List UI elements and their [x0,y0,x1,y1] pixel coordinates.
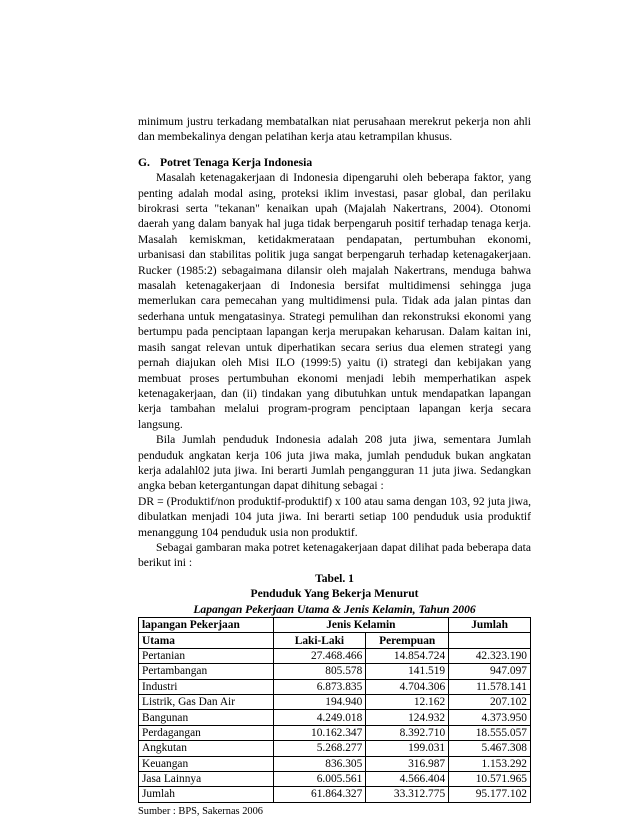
cell-male: 6.873.835 [273,679,366,694]
cell-sector: Pertambangan [139,664,274,679]
cell-male: 27.468.466 [273,648,366,663]
table-row [139,648,531,663]
cell-female: 8.392.710 [366,725,449,740]
cell-total: 4.373.950 [449,710,531,725]
header-female: Perempuan [366,633,449,648]
cell-male: 836.305 [273,756,366,771]
header-gender-group: Jenis Kelamin [273,618,449,633]
cell-male: 6.005.561 [273,771,366,786]
cell-female: 12.162 [366,694,449,709]
section-title: Potret Tenaga Kerja Indonesia [160,155,313,169]
cell-male: 805.578 [273,664,366,679]
table-subtitle-italic: Lapangan Pekerjaan Utama & Jenis Kelamin, Tahun 2006 [193,602,476,616]
cell-female: 33.312.775 [366,787,449,802]
cell-female: 14.854.724 [366,648,449,663]
cell-sector: Industri [139,679,274,694]
employment-table [138,617,531,803]
cell-total: 947.097 [449,664,531,679]
cell-male: 61.864.327 [273,787,366,802]
cell-total: 18.555.057 [449,725,531,740]
cell-total: 95.177.102 [449,787,531,802]
paragraph-masalah: Masalah ketenagakerjaan di Indonesia dipengaruhi oleh beberapa faktor, yang penting adalah modal asing, proteksi iklim investasi, pasar global, dan perilaku birokrasi serta "tekanan" kenaikan upah (Majalah Nakertrans, 2004). Otonomi daerah yang dalam banyak hal juga tidak berpengaruh positif terhadap tenaga kerja. Masalah kemiskman, ketidakmerataan pendapatan, pertumbuhan ekonomi, urbanisasi dan stabilitas politik juga sangat berpengaruh terhadap ketenagakerjaan. Rucker (1985:2) sebagaimana dilansir oleh majalah Nakertrans, menduga bahwa masalah ketenagakerjaan di Indonesia bersifat multidimensi sehingga juga memerlukan cara pemecahan yang multidimensi pula. Tidak ada jalan pintas dan sederhana untuk mengatasinya. Strategi pemulihan dan rekonstruksi ekonomi yang bertumpu pada penciptaan lapangan kerja merupakan keharusan. Dalam kaitan ini, masih sangat relevan untuk diperhatikan secara serius dua elemen strategi yang pernah diajukan oleh Misi ILO (1999:5) yaitu (i) strategi dan kebijakan yang membuat proses pertumbuhan ekonomi menjadi lebih memperhatikan aspek ketenagakerjaan, dan (ii) tindakan yang dibutuhkan untuk mendapatkan lapangan kerja tambahan melalui program-program penciptaan lapangan kerja secara langsung. [138,171,531,431]
table-row [139,710,531,725]
cell-male: 5.268.277 [273,741,366,756]
cell-male: 194.940 [273,694,366,709]
section-heading [138,155,531,170]
cell-male: 10.162.347 [273,725,366,740]
table-row [139,756,531,771]
cell-total: 1.153.292 [449,756,531,771]
cell-female: 141.519 [366,664,449,679]
document-page [138,114,531,819]
table-row [139,679,531,694]
table-row [139,664,531,679]
table-source: Sumber : BPS, Sakernas 2006 [138,805,263,817]
cell-female: 316.987 [366,756,449,771]
table-title: Tabel. 1 [315,571,354,585]
table-row [139,771,531,786]
header-total-blank [449,633,531,648]
cell-female: 124.932 [366,710,449,725]
table-row [139,694,531,709]
paragraph-gambaran: Sebagai gambaran maka potret ketenagakerjaan dapat dilihat pada beberapa data berikut ini : [138,540,531,570]
header-male: Laki-Laki [273,633,366,648]
cell-sector: Bangunan [139,710,274,725]
table-subtitle: Penduduk Yang Bekerja Menurut [250,587,419,601]
cell-total: 5.467.308 [449,741,531,756]
cell-female: 4.566.404 [366,771,449,786]
cell-sector: Listrik, Gas Dan Air [139,694,274,709]
cell-sector: Jasa Lainnya [139,771,274,786]
cell-total: 42.323.190 [449,648,531,663]
cell-male: 4.249.018 [273,710,366,725]
cell-total: 10.571.965 [449,771,531,786]
header-sector-line1: lapangan Pekerjaan [139,618,274,633]
paragraph-intro: minimum justru terkadang membatalkan niat perusahaan merekrut pekerja non ahli dan membekalinya dengan pelatihan kerja atau ketrampilan khusus. [138,115,531,144]
cell-sector: Perdagangan [139,725,274,740]
header-total: Jumlah [449,618,531,633]
cell-sector: Pertanian [139,648,274,663]
cell-sector: Angkutan [139,741,274,756]
table-row [139,741,531,756]
header-sector-line2: Utama [139,633,274,648]
section-number: G. [138,155,150,169]
table-row [139,725,531,740]
cell-sector: Keuangan [139,756,274,771]
paragraph-jumlah-penduduk: Bila Jumlah penduduk Indonesia adalah 208 juta jiwa, sementara Jumlah penduduk angkatan kerja 106 juta jiwa maka, jumlah penduduk bukan angkatan kerja adalahl02 juta jiwa. Ini berarti Jumlah pengangguran 11 juta jiwa. Sedangkan angka beban ketergantungan dapat dihitung sebagai : [138,433,531,493]
cell-female: 4.704.306 [366,679,449,694]
table-total-row [139,787,531,802]
paragraph-dependency-ratio: DR = (Produktif/non produktif-produktif) x 100 atau sama dengan 103, 92 juta jiwa, dibulatkan menjadi 104 juta jiwa. Ini berarti setiap 100 penduduk usia produktif menanggung 104 penduduk usia non produktif. [138,494,531,539]
cell-female: 199.031 [366,741,449,756]
cell-total: 11.578.141 [449,679,531,694]
cell-total: 207.102 [449,694,531,709]
cell-sector: Jumlah [139,787,274,802]
